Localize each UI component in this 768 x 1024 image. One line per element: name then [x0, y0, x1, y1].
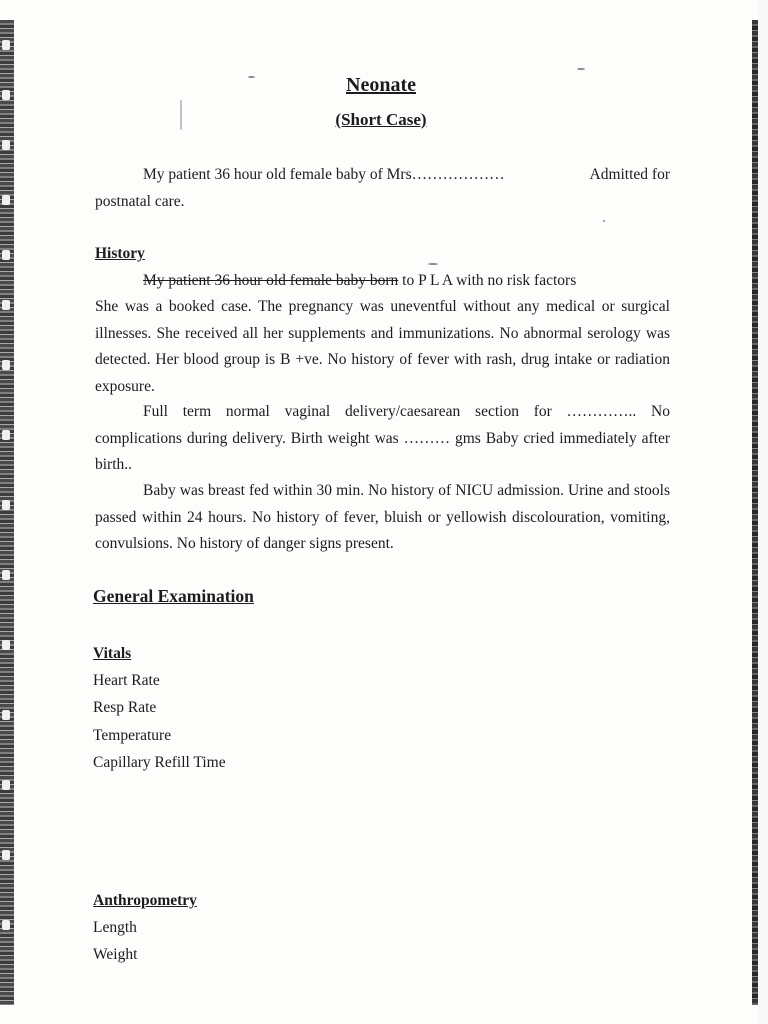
history-line1-struck: My patient 36 hour old female baby born [143, 272, 399, 289]
vitals-item-resp-rate: Resp Rate [93, 699, 157, 716]
history-line1-rest: to P L A with no risk factors [398, 272, 577, 289]
document-title: Neonate [346, 74, 416, 96]
intro-line2: postnatal care. [95, 192, 185, 210]
history-line1 [143, 268, 576, 295]
intro-paragraph [95, 162, 670, 215]
document-subtitle: (Short Case) [335, 110, 427, 129]
anthropometry-item-length: Length [93, 919, 137, 936]
vitals-item-capillary-refill-time: Capillary Refill Time [93, 754, 226, 771]
vitals-heading: Vitals [93, 645, 132, 662]
anthropometry-item-weight: Weight [93, 946, 138, 963]
history-para3: Baby was breast fed within 30 min. No history of NICU admission. Urine and stools passed within 24 hours. No history of fever, bluish or yellowish discolouration, vomiting, convulsions. No history of danger signs present. [95, 482, 670, 552]
vitals-item-temperature: Temperature [93, 727, 172, 744]
intro-line1-start: My patient 36 hour old female baby of Mrs……………… [143, 166, 505, 183]
history-para1: She was a booked case. The pregnancy was uneventful without any medical or surgical illnesses. She received all her supplements and immunizations. No abnormal serology was detected. Her blood group is B +ve. No history of fever with rash, drug intake or radiation exposure. [95, 298, 670, 395]
intro-line1-end: Admitted for [589, 166, 670, 183]
vitals-item-heart-rate: Heart Rate [93, 672, 160, 689]
punch-holes [2, 30, 12, 990]
history-para2: Full term normal vaginal delivery/caesarean section for ………….. No complications during delivery. Birth weight was ……… gms Baby cried immediately after birth.. [95, 403, 670, 473]
general-examination-heading: General Examination [93, 586, 254, 606]
anthropometry-heading: Anthropometry [93, 892, 197, 909]
history-heading: History [95, 245, 145, 262]
right-margin [758, 0, 768, 1024]
